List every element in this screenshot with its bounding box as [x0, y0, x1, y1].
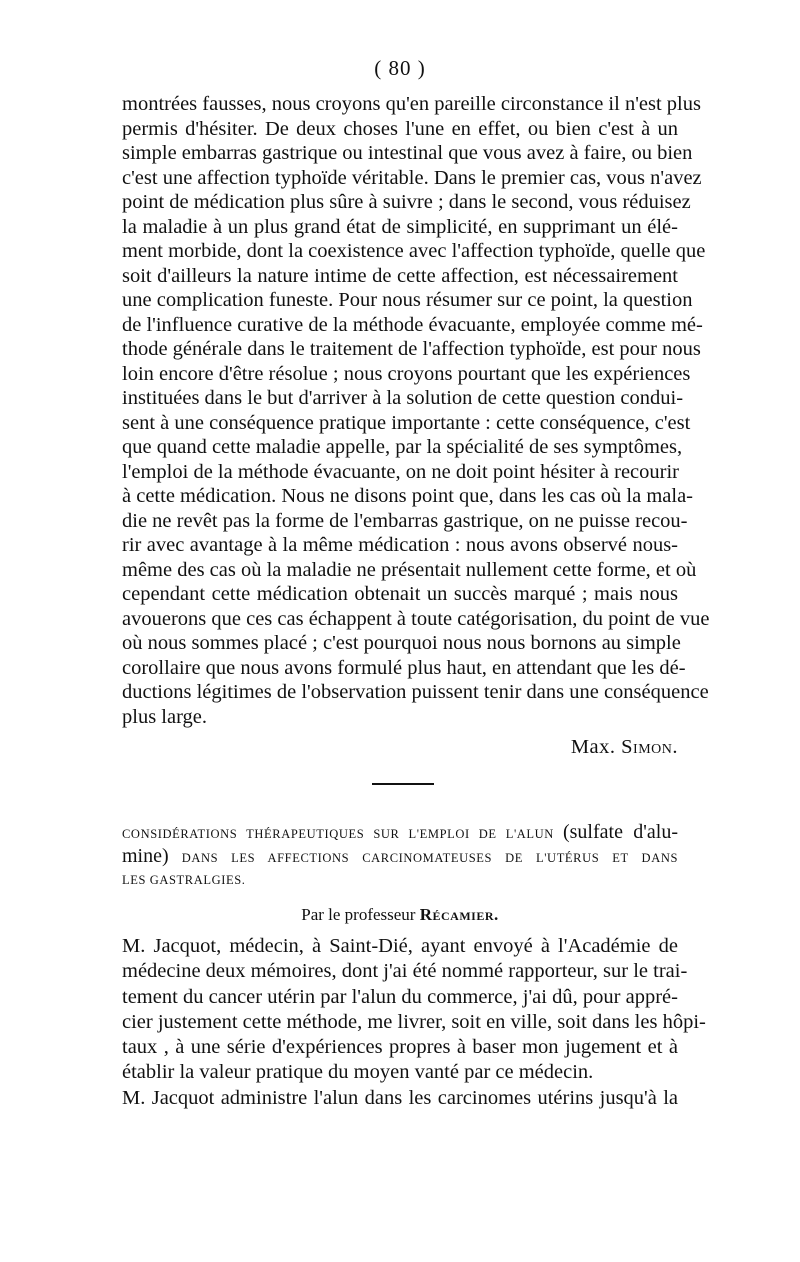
text-line: plus large.	[122, 705, 208, 728]
text-line: ment morbide, dont la coexistence avec l'affection typhoïde, quelle que	[122, 240, 706, 262]
heading-line	[122, 820, 678, 844]
text-line: loin encore d'être résolue ; nous croyons pourtant que les expériences	[122, 362, 691, 385]
text-line: corollaire que nous avons formulé plus haut, en attendant que les dé-	[122, 656, 686, 679]
body-paragraph	[122, 92, 710, 729]
text-line: à cette médication. Nous ne disons point que, dans les cas où la mala-	[122, 485, 693, 507]
heading-caps-text: CONSIDÉRATIONS THÉRAPEUTIQUES SUR L'EMPLOI DE L'ALUN	[122, 827, 554, 841]
text-line: thode générale dans le traitement de l'affection typhoïde, est pour nous	[122, 338, 701, 360]
text-line: cier justement cette méthode, me livrer, soit en ville, soit dans les hôpi-	[122, 1010, 706, 1033]
text-line: point de médication plus sûre à suivre ; dans le second, vous réduisez	[122, 191, 691, 213]
text-line: sent à une conséquence pratique importante : cette conséquence, c'est	[122, 411, 691, 434]
text-line: c'est une affection typhoïde véritable. Dans le premier cas, vous n'avez	[122, 166, 702, 189]
heading-lower-text: mine)	[122, 845, 169, 867]
text-line: que quand cette maladie appelle, par la spécialité de ses symptômes,	[122, 436, 683, 458]
text-line: soit d'ailleurs la nature intime de cette affection, est nécessairement	[122, 264, 678, 287]
heading-line	[122, 868, 678, 892]
byline-prefix: Par le professeur	[301, 905, 416, 924]
section-divider	[372, 783, 434, 785]
text-line: die ne revêt pas la forme de l'embarras gastrique, on ne puisse recou-	[122, 509, 688, 532]
text-line: rir avec avantage à la même médication : nous avons observé nous-	[122, 534, 678, 556]
heading-caps-text: LES GASTRALGIES.	[122, 873, 246, 887]
text-line: simple embarras gastrique ou intestinal que vous avez à faire, ou bien	[122, 142, 693, 164]
text-line: cependant cette médication obtenait un succès marqué ; mais nous	[122, 583, 678, 605]
text-line: l'emploi de la méthode évacuante, on ne doit point hésiter à recourir	[122, 460, 679, 483]
text-line: la maladie à un plus grand état de simplicité, en supprimant un élé-	[122, 215, 678, 238]
text-line: ductions légitimes de l'observation puissent tenir dans une conséquence	[122, 681, 709, 703]
signature-name: Simon.	[621, 736, 678, 758]
text-line: de l'influence curative de la méthode évacuante, employée comme mé-	[122, 313, 703, 336]
text-line: où nous sommes placé ; c'est pourquoi nous nous bornons au simple	[122, 632, 681, 654]
text-line: montrées fausses, nous croyons qu'en pareille circonstance il n'est plus	[122, 93, 701, 115]
text-line: M. Jacquot, médecin, à Saint-Dié, ayant envoyé à l'Académie de	[122, 935, 678, 957]
text-line: permis d'hésiter. De deux choses l'une en effet, ou bien c'est à un	[122, 117, 678, 140]
text-line: établir la valeur pratique du moyen vanté par ce médecin.	[122, 1061, 594, 1084]
text-line: taux , à une série d'expériences propres à baser mon jugement et à	[122, 1036, 678, 1059]
article-heading	[122, 820, 678, 892]
text-line: même des cas où la maladie ne présentait nullement cette forme, et où	[122, 558, 697, 581]
article-body	[122, 934, 706, 1111]
heading-caps-text: DANS LES AFFECTIONS CARCINOMATEUSES DE L'UTÉRUS ET DANS	[181, 851, 678, 865]
text-line: M. Jacquot administre l'alun dans les carcinomes utérins jusqu'à la	[122, 1086, 678, 1109]
heading-lower-text: (sulfate d'alu-	[562, 821, 678, 843]
text-line: médecine deux mémoires, dont j'ai été nommé rapporteur, sur le trai-	[122, 960, 688, 983]
author-signature	[122, 736, 678, 759]
page-number: ( 80 )	[374, 56, 426, 80]
heading-line	[122, 844, 678, 868]
text-line: tement du cancer utérin par l'alun du commerce, j'ai dû, pour appré-	[122, 985, 678, 1008]
signature-prefix: Max.	[570, 736, 616, 758]
text-line: avouerons que ces cas échappent à toute catégorisation, du point de vue	[122, 607, 710, 630]
text-line: instituées dans le but d'arriver à la solution de cette question condui-	[122, 387, 684, 409]
author-byline	[0, 905, 800, 925]
text-line: une complication funeste. Pour nous résumer sur ce point, la question	[122, 289, 693, 311]
byline-name: Récamier.	[419, 905, 499, 924]
